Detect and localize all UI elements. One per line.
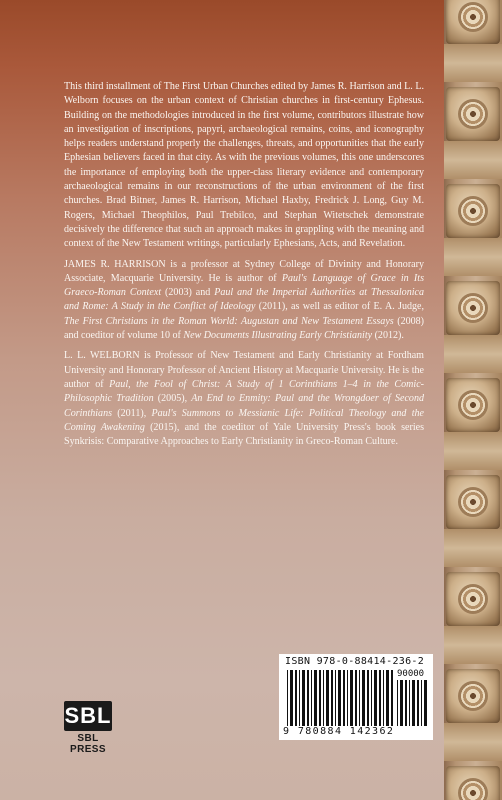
barcode-bar (362, 670, 365, 726)
border-strip (444, 141, 502, 179)
cover-blurb (64, 80, 424, 455)
rosette-icon (458, 584, 488, 614)
border-strip (444, 432, 502, 470)
barcode-bar (314, 670, 317, 726)
barcode-bar (347, 670, 348, 726)
rosette-tile (446, 669, 500, 723)
barcode-bar (412, 680, 415, 726)
sbl-press-logo (64, 701, 112, 755)
border-strip (444, 238, 502, 276)
barcode-bar (302, 670, 305, 726)
barcode-bar (409, 680, 410, 726)
sbl-press-label: SBL PRESS (70, 733, 106, 755)
border-strip (444, 44, 502, 82)
barcode-bar (374, 670, 377, 726)
rosette-icon (458, 196, 488, 226)
barcode-bar (338, 670, 341, 726)
barcode-bar (311, 670, 312, 726)
rosette-icon (458, 487, 488, 517)
border-strip (444, 529, 502, 567)
barcode-bar (299, 670, 300, 726)
barcode-digits: 9 780884 142362 (283, 726, 395, 737)
rosette-tile (446, 378, 500, 432)
barcode-bar (287, 670, 288, 726)
barcode-bar (424, 680, 427, 726)
barcode-bar (367, 670, 369, 726)
border-strip (444, 723, 502, 761)
border-strip (444, 335, 502, 373)
barcode-bar (371, 670, 372, 726)
blurb-paragraph-harrison-bio: JAMES R. HARRISON is a professor at Sydney College of Divinity and Honorary Associate, Macquarie University. He is author of Paul's Language of Grace in Its Graeco-Roman Context (2003) and Paul and the Imperial Authorities at Thessalonica and Rome: A Study in the Conflict of Ideology (2011), as well as editor of E. A. Judge, The First Christians in the Roman World: Augustan and New Testament Essays (2008) and coeditor of volume 10 of New Documents Illustrating Early Christianity (2012). (64, 258, 425, 342)
barcode-bar (331, 670, 333, 726)
rosette-tile (446, 281, 500, 335)
barcode-bar (359, 670, 360, 726)
barcode-bar (350, 670, 353, 726)
barcode-bar (386, 670, 389, 726)
barcode-bar (326, 670, 329, 726)
barcode-addon-number: 90000 (397, 669, 425, 679)
isbn-number: ISBN 978-0-88414-236-2 (285, 656, 425, 667)
barcode-bar (417, 680, 419, 726)
barcode-bar (319, 670, 321, 726)
isbn-barcode (279, 654, 433, 740)
barcode-bar (307, 670, 309, 726)
rosette-tile (446, 475, 500, 529)
rosette-tile (446, 0, 500, 44)
decorative-rosette-border (444, 0, 502, 800)
barcode-bar (383, 670, 384, 726)
rosette-tile (446, 184, 500, 238)
barcode-addon-bars (397, 680, 427, 726)
rosette-icon (458, 390, 488, 420)
rosette-icon (458, 2, 488, 32)
rosette-icon (458, 293, 488, 323)
rosette-tile (446, 572, 500, 626)
barcode-bar (421, 680, 422, 726)
rosette-tile (446, 766, 500, 800)
rosette-icon (458, 778, 488, 800)
barcode-bar (323, 670, 324, 726)
barcode-bar (397, 680, 398, 726)
barcode-bar (355, 670, 357, 726)
barcode-bar (391, 670, 393, 726)
barcode-bars (287, 670, 393, 726)
barcode-bar (290, 670, 293, 726)
border-strip (444, 626, 502, 664)
barcode-bar (379, 670, 381, 726)
barcode-bar (343, 670, 345, 726)
blurb-paragraph-welborn-bio: L. L. WELBORN is Professor of New Testament and Early Christianity at Fordham University and Honorary Professor of Ancient History at Macquarie University. He is the author of Paul, the Fool of Christ: A Study of 1 Corinthians 1–4 in the Comic-Philosophic Tradition (2005), An End to Enmity: Paul and the Wrongdoer of Second Corinthians (2011), Paul's Summons to Messianic Life: Political Theology and the Coming Awakening (2015), and the coeditor of Yale University Press's book series Synkrisis: Comparative Approaches to Early Christianity in Greco-Roman Culture. (64, 350, 424, 448)
barcode-bar (405, 680, 407, 726)
barcode-bar (400, 680, 403, 726)
sbl-logo-mark: SBL (64, 701, 112, 731)
blurb-paragraph-description: This third installment of The First Urban Churches edited by James R. Harrison and L. L. Welborn focuses on the urban context of Christian churches in first-century Ephesus. Building on the methodologies introduced in the first volume, contributors illustrate how an investigation of inscriptions, papyri, archaeological remains, coins, and iconography helps readers understand properly the challenges, threats, and opportunities that the early Ephesian believers faced in that city. As with the previous volumes, this one underscores the importance of employing both the upper-class literary evidence and contemporary archaeological remains in our reconstructions of the urban environment of the first churches. Brad Bitner, James R. Harrison, Michael Haxby, Fredrick J. Long, Guy M. Rogers, Michael Theophilos, Paul Trebilco, and Stephan Witetschek demonstrate decisively the difference that such an approach makes in grappling with the meaning and context of the New Testament writings, particularly Ephesians, Acts, and Revelation. (64, 81, 424, 250)
rosette-icon (458, 99, 488, 129)
rosette-tile (446, 87, 500, 141)
barcode-bar (335, 670, 336, 726)
rosette-icon (458, 681, 488, 711)
barcode-bar (295, 670, 297, 726)
